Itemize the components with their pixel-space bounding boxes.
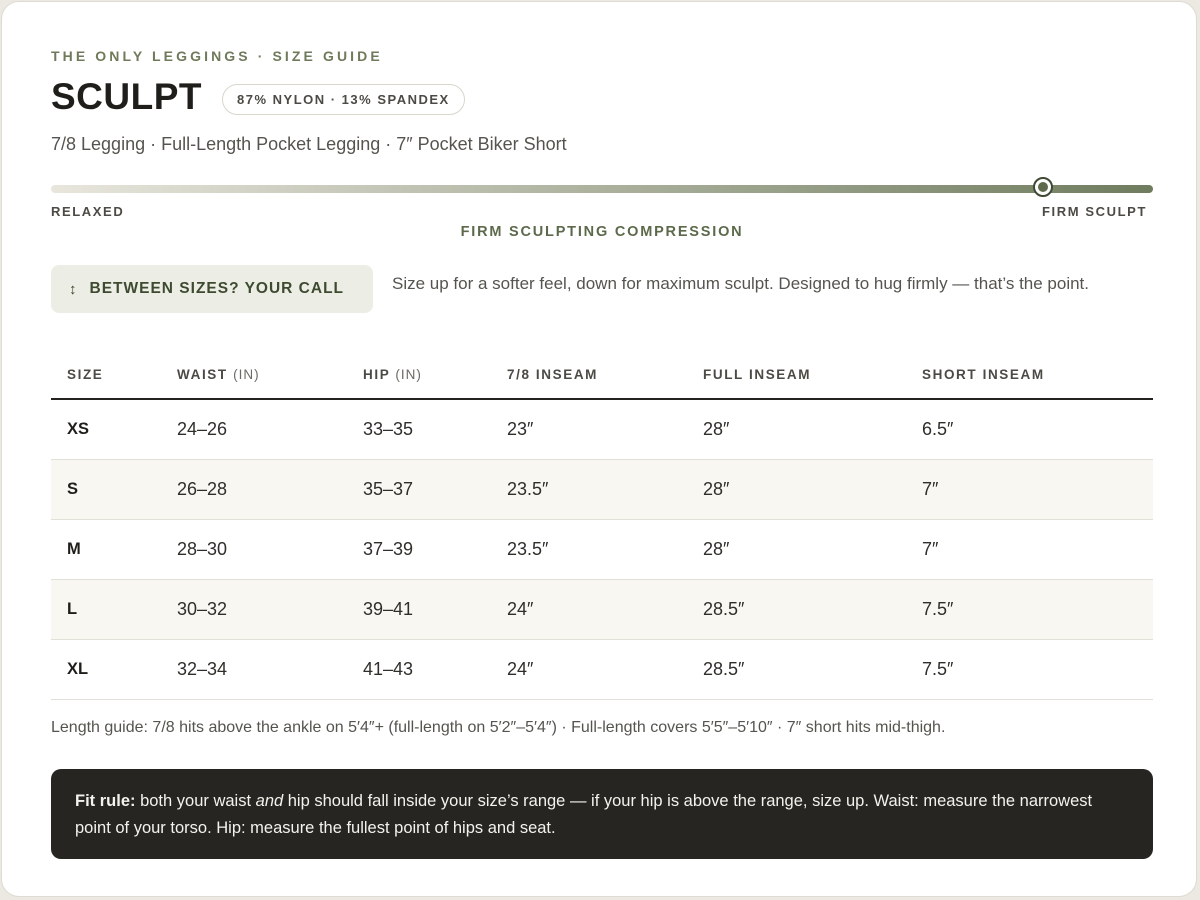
waist-cell: 24–26 — [177, 399, 363, 460]
size-cell: L — [51, 580, 177, 640]
fit-rule-text-1: both your waist — [135, 792, 256, 810]
hip-cell: 35–37 — [363, 460, 507, 520]
hip-cell: 39–41 — [363, 580, 507, 640]
table-row — [51, 520, 1153, 580]
inseam-78-cell: 24″ — [507, 640, 703, 700]
header-short-inseam: SHORT INSEAM — [922, 350, 1153, 399]
waist-cell: 28–30 — [177, 520, 363, 580]
page-title: SCULPT — [51, 76, 202, 117]
inseam-full-cell: 28″ — [703, 520, 922, 580]
eyebrow-label: THE ONLY LEGGINGS · SIZE GUIDE — [51, 48, 383, 64]
compression-scale-track — [51, 185, 1153, 193]
size-cell: XL — [51, 640, 177, 700]
hip-cell: 41–43 — [363, 640, 507, 700]
fit-rule-label: Fit rule: — [75, 792, 136, 810]
size-cell: XS — [51, 399, 177, 460]
table-row — [51, 399, 1153, 460]
header-waist: WAIST (IN) — [177, 350, 363, 399]
between-sizes-button[interactable] — [51, 265, 373, 313]
waist-cell: 26–28 — [177, 460, 363, 520]
hip-cell: 33–35 — [363, 399, 507, 460]
inseam-short-cell: 7″ — [922, 520, 1153, 580]
size-guide-card — [1, 1, 1197, 897]
header-78-inseam: 7/8 INSEAM — [507, 350, 703, 399]
size-table — [51, 350, 1153, 700]
between-sizes-label: BETWEEN SIZES? YOUR CALL — [89, 280, 345, 297]
inseam-short-cell: 6.5″ — [922, 399, 1153, 460]
header-hip: HIP (IN) — [363, 350, 507, 399]
waist-cell: 30–32 — [177, 580, 363, 640]
table-row — [51, 580, 1153, 640]
waist-cell: 32–34 — [177, 640, 363, 700]
fabric-badge: 87% NYLON · 13% SPANDEX — [222, 84, 465, 115]
header-size: SIZE — [51, 350, 177, 399]
inseam-short-cell: 7″ — [922, 460, 1153, 520]
table-row — [51, 460, 1153, 520]
size-cell: M — [51, 520, 177, 580]
title-row — [51, 76, 465, 118]
fit-rule-callout — [51, 769, 1153, 859]
inseam-78-cell: 23″ — [507, 399, 703, 460]
between-sizes-note: Size up for a softer feel, down for maximum sculpt. Designed to hug firmly — that’s the point. — [392, 274, 1090, 293]
length-guide-note: Length guide: 7/8 hits above the ankle on 5′4″+ (full-length on 5′2″–5′4″) · Full-length covers 5′5″–5′10″ · 7″ short hits mid-thigh. — [51, 719, 946, 736]
inseam-full-cell: 28″ — [703, 399, 922, 460]
table-row — [51, 640, 1153, 700]
fit-rule-emphasis: and — [255, 792, 284, 810]
inseam-78-cell: 24″ — [507, 580, 703, 640]
inseam-78-cell: 23.5″ — [507, 520, 703, 580]
hip-cell: 37–39 — [363, 520, 507, 580]
inseam-short-cell: 7.5″ — [922, 640, 1153, 700]
inseam-short-cell: 7.5″ — [922, 580, 1153, 640]
inseam-full-cell: 28″ — [703, 460, 922, 520]
inseam-78-cell: 23.5″ — [507, 460, 703, 520]
compression-level-marker — [1033, 177, 1053, 197]
inseam-full-cell: 28.5″ — [703, 580, 922, 640]
inseam-full-cell: 28.5″ — [703, 640, 922, 700]
scale-label-firm: FIRM SCULPT — [1042, 204, 1147, 219]
scale-label-relaxed: RELAXED — [51, 204, 125, 219]
table-header-row — [51, 350, 1153, 399]
fit-rule-text-2: hip should fall inside your size’s range — if your hip is above the range, size up. Waist: measure the narrowest point of your torso. Hip: measure the fullest point of hips and seat. — [75, 792, 1093, 837]
marker-dot — [1038, 182, 1048, 192]
size-cell: S — [51, 460, 177, 520]
compression-level-label: FIRM SCULPTING COMPRESSION — [460, 224, 744, 240]
up-down-arrow-icon: ↕ — [69, 280, 78, 298]
header-full-inseam: FULL INSEAM — [703, 350, 922, 399]
styles-subtitle: 7/8 Legging · Full-Length Pocket Legging · 7″ Pocket Biker Short — [51, 134, 567, 154]
